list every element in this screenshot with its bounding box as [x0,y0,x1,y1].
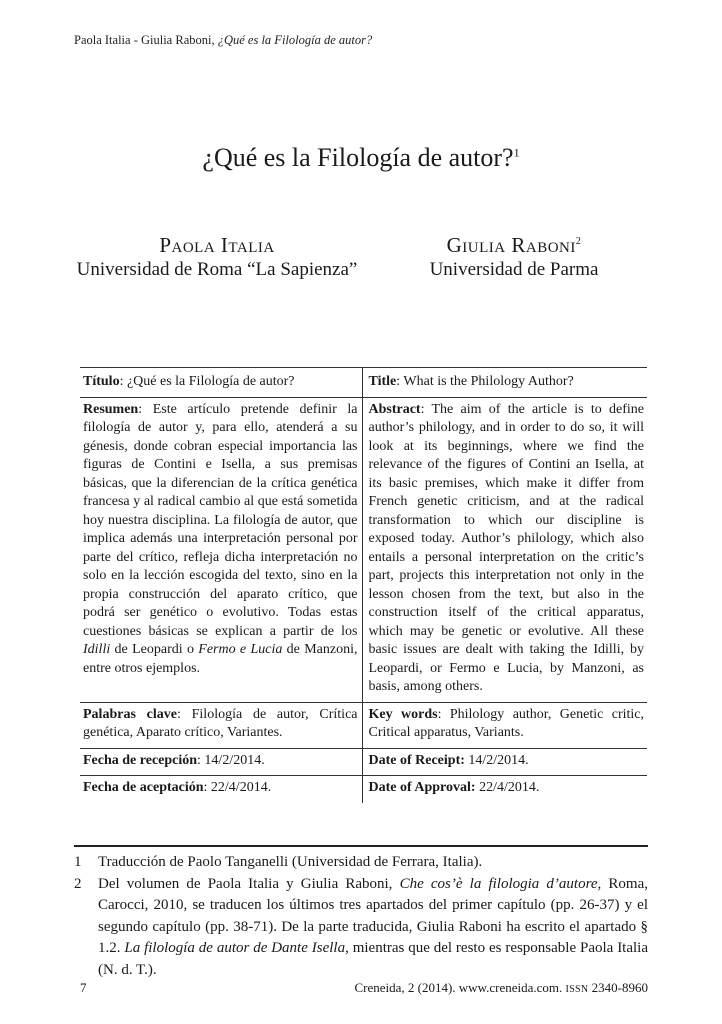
abstract-table [80,367,647,803]
accepted-row [80,776,647,803]
accepted-es-cell: Fecha de aceptación: 22/4/2014. [80,776,362,803]
page-number: 7 [80,980,87,995]
article-title-text: ¿Qué es la Filología de autor? [202,143,514,172]
title-en-cell: Title: What is the Philology Author? [362,368,647,398]
author-1 [62,232,372,282]
author-2-footnote-ref[interactable]: 2 [575,236,582,247]
author-1-affiliation: Universidad de Roma “La Sapienza” [76,259,358,280]
title-footnote-ref[interactable]: 1 [513,145,520,160]
article-title [0,143,722,173]
footnote-1 [74,852,648,874]
title-es-cell: Título: ¿Qué es la Filología de autor? [80,368,362,398]
accepted-en-cell: Date of Approval: 22/4/2014. [362,776,647,803]
received-en-cell: Date of Receipt: 14/2/2014. [362,748,647,776]
title-row [80,368,647,398]
received-row [80,748,647,776]
keywords-es-cell: Palabras clave: Filología de autor, Crítica genética, Aparato crítico, Variantes. [80,702,362,748]
footnote-rule [74,845,648,847]
abstract-row [80,397,647,702]
running-head-authors: Paola Italia - Giulia Raboni, [74,33,218,47]
footnotes [74,852,648,981]
abstract-es-cell: Resumen: Este artículo pretende definir la filología de autor y, para ello, atenderá a su génesis, donde cobran especial importancia las figuras de Contini e Isella, a sus premisas básicas, que la diferencian de la crítica genética francesa y al radical cambio al que está sometida hoy nuestra disciplina. La filología de autor, que implica además una interpretación personal por parte del crítico, refleja dicha interpretación no solo en la lección escogida del texto, sino en la propia construcción del aparato crítico, que podrá ser genético o evolutivo. Todas estas cuestiones básicas se explican a partir de los Idilli de Leopardi o Fermo e Lucia de Manzoni, entre otros ejemplos. [80,397,362,702]
footer-citation: Creneida, 2 (2014). www.creneida.com. ISSN 2340-8960 [354,980,648,995]
abstract-en-cell: Abstract: The aim of the article is to define author’s philology, and in order to do so, it will look at its beginnings, where we find the relevance of the figures of Contini an Isella, at its basic premises, which make it differ from French genetic criticism, and at the radical transformation to which our discipline is exposed today. Author’s philology, which also entails a personal interpretation on the critic’s part, projects this interpretation not only in the lesson chosen from the text, but also in the construction itself of the critical apparatus, which may be genetic or evolutive. All these basic issues are dealt with taking the Idilli, by Leopardi, or Fermo e Lucia, by Manzoni, as basis, among others. [362,397,647,702]
author-1-name: Paola Italia [159,233,275,257]
footnote-2 [74,874,648,982]
running-head [74,33,372,48]
footnote-1-number: 1 [74,854,82,870]
keywords-en-cell: Key words: Philology author, Genetic critic, Critical apparatus, Variants. [362,702,647,748]
footnote-2-text: Del volumen de Paola Italia y Giulia Raboni, Che cos’è la filologia d’autore, Roma, Carocci, 2010, se traducen los últimos tres apartados del primer capítulo (pp. 26-37) y el segundo capítulo (pp. 38-71). De la parte traducida, Giulia Raboni ha escrito el apartado § 1.2. La filología de autor de Dante Isella, mientras que del resto es responsable Paola Italia (N. d. T.). [98,875,649,978]
author-2-name: Giulia Raboni$^2$ [446,233,582,257]
keywords-row [80,702,647,748]
footnote-1-text: Traducción de Paolo Tanganelli (Universidad de Ferrara, Italia). [98,854,483,870]
author-2 [408,232,620,282]
author-2-affiliation: Universidad de Parma [429,259,599,280]
footnote-2-number: 2 [74,875,82,892]
running-head-title: ¿Qué es la Filología de autor? [217,33,373,47]
received-es-cell: Fecha de recepción: 14/2/2014. [80,748,362,776]
